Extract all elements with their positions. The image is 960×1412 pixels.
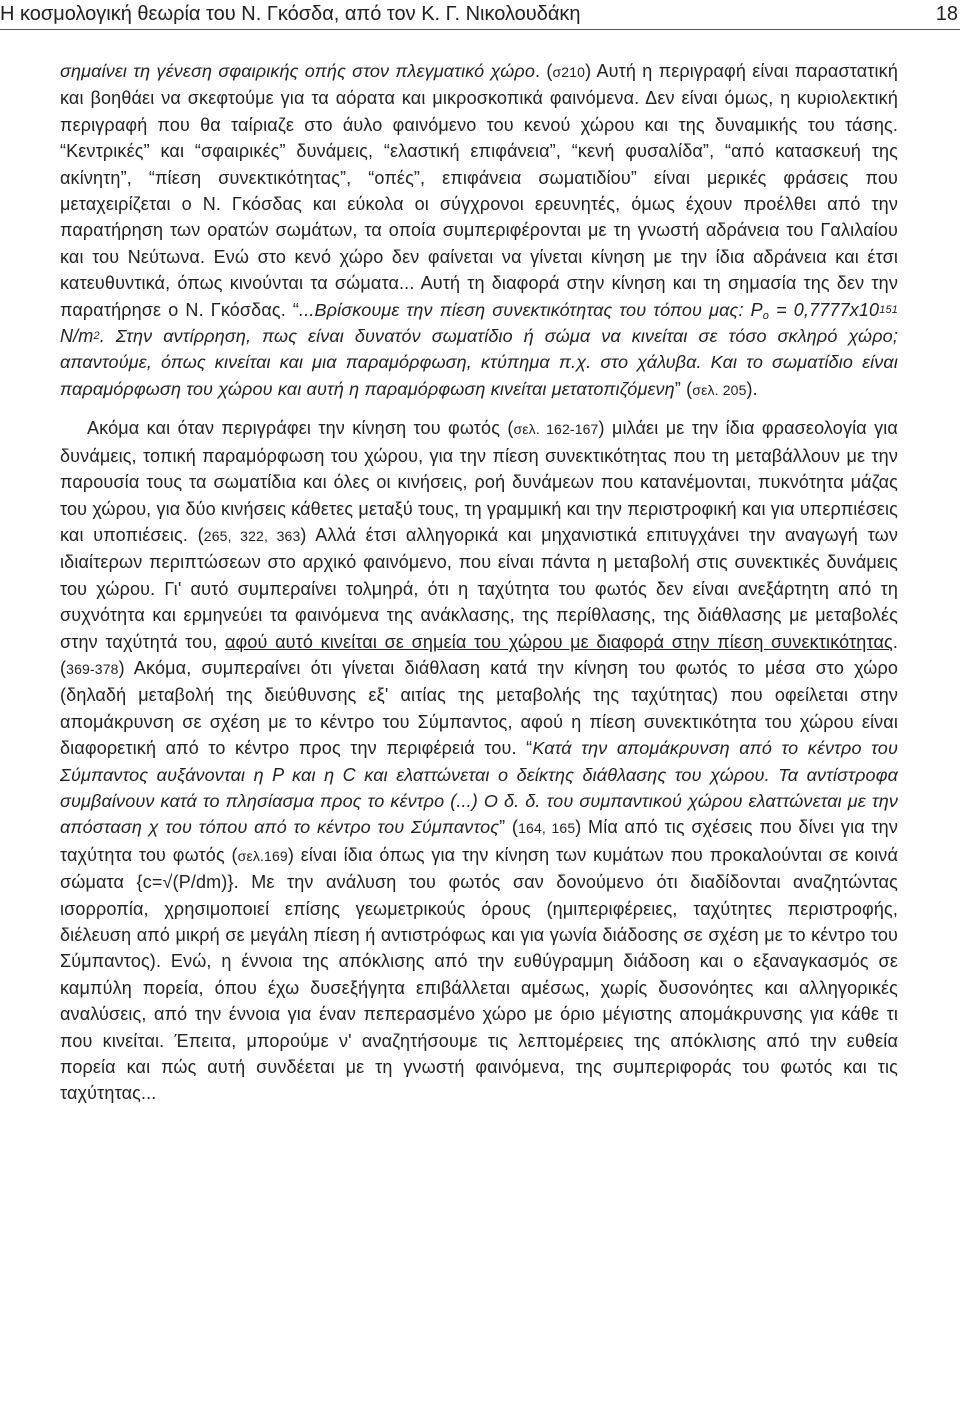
italic-quote: σημαίνει τη γένεση σφαιρικής οπής στον πλεγματικό χώρο (60, 61, 535, 81)
text-run: ” ( (674, 378, 693, 399)
subscript: o (762, 309, 770, 322)
quote-text: = 0,7777x10 (769, 299, 880, 320)
text-run: ) Αλλά έτσι αλληγορικά και μηχανιστικά επιτυγχάνει την αναγωγή των ιδιαίτερων περιπτώσεων στο αρχικό φαινόμενο, που είναι πάντα η μεταβολή στις συνεκτικές δυνάμεις του χώρου. Γι' αυτό συμπεραίνει τολμηρά, ότι η ταχύτητα του φωτός δεν είναι ανεξάρτητη από τη συχνότητα και ερμηνεύει τα φαινόμενα της ανάκλασης, της περίθλασης, της διάθλασης με μεταβολές στην ταχύτητά του, (60, 524, 898, 652)
page-reference: σ210 (552, 64, 586, 80)
paragraph-1 (60, 58, 898, 403)
page-reference: 369-378 (66, 660, 119, 677)
header-rule (0, 29, 960, 30)
page-header (0, 0, 960, 30)
superscript: 2 (93, 330, 100, 343)
text-run: . ( (535, 61, 553, 81)
italic-quote: Κατά την απομάκρυνση από το κέντρο του Σύμπαντος αυξάνονται η P και η C και ελαττώνεται ο δείκτης διάθλασης του χώρου. Τα αντίστροφα συμβαίνουν κατά το πλησίασμα προς το κέντρο (...) Ο δ. δ. του συμπαντικού χώρου ελαττώνεται με την απόσταση χ του τόπου από το κέντρο του Σύμπαντος (60, 738, 898, 838)
text-run: ) μιλάει με την ίδια φρασεολογία για δυνάμεις, τοπική παραμόρφωση του χώρου, για την πίεση συνεκτικότητας που τη μεταβάλλουν με την παρουσία τους τα σωματίδια και όλες οι κινήσεις, ροή δυνάμεων που κατανέμονται, πυκνότητα μάζας του χώρου, για δύο κινήσεις κάθετες μεταξύ τους, τη γραμμική και την περιστροφική και για υπερπιέσεις και υποπιέσεις. ( (60, 418, 898, 545)
text-run: Ακόμα και όταν περιγράφει την κίνηση του φωτός ( (87, 418, 514, 439)
quote-text: . Στην αντίρρηση, πως είναι δυνατόν σωματίδιο ή σώμα να κινείται σε τόσο σκληρό χώρο; απαντούμε, όπως κινείται και μια παραμόρφωση, κτύπημα π.χ. στο χάλυβα. Και το σωματίδιο είναι παραμόρφωση του χώρου και αυτή η παραμόρφωση κινείται μετατοπιζόμενη (60, 326, 898, 399)
page-reference: 265, 322, 363 (203, 527, 301, 544)
text-run: ) Μία από τις σχέσεις που δίνει για την ταχύτητα του φωτός ( (60, 817, 898, 865)
paragraph-2 (60, 415, 898, 1107)
quote-text: ...Βρίσκουμε την πίεση συνεκτικότητας του τόπου μας: P (299, 299, 763, 320)
text-run: ). (746, 378, 758, 399)
page-number: 18 (935, 3, 958, 25)
page-reference: σελ. 162-167 (513, 421, 599, 438)
superscript: 151 (879, 303, 899, 316)
running-title: Η κοσμολογική θεωρία του Ν. Γκόσδα, από τον Κ. Γ. Νικολουδάκη (0, 3, 581, 25)
text-run: . ( (60, 631, 898, 678)
underlined-text: αφού αυτό κινείται σε σημεία του χώρου με διαφορά στην πίεση συνεκτικότητας (224, 631, 893, 652)
text-run: ) είναι ίδια όπως για την κίνηση των κυμάτων που προκαλούνται σε κοινά σώματα {c=√(P/dm)}. Με την ανάλυση του φωτός σαν δονούμενο ότι διαδίδονται αναζητώντας ισορροπία, χρησιμοποιεί επίσης γεωμετρικούς όρους (ημιπεριφέρειες, ταχύτητες περιστροφής, διέλευση από μικρή σε μεγάλη πίεση ή αντιστρόφως και για γωνία διάδοσης σε σχέση με το κέντρο του Σύμπαντος). Ενώ, η έννοια της απόκλισης από την ευθύγραμμη διάδοση και ο εξαναγκασμός σε καμπύλη πορεία, όπου έχω δυσεξήγητα επιβάλλεται αμέσως, χωρίς δυσονόητες και αλληγορικές αναλύσεις, από την έννοια για έναν πεπερασμένο χώρο με όριο μέγιστης απομάκρυνσης για κάθε τι που κινείται. Έπειτα, μπορούμε ν' αναζητήσουμε τις λεπτομέρειες της απόκλισης από την ευθεία πορεία και πώς αυτή συνδέεται με τη γνωστή φαινόμενα, της συμπεριφοράς του φωτός και τις ταχύτητας... (60, 844, 898, 1104)
document-body (60, 58, 898, 1107)
quote-text: N/m (60, 326, 94, 347)
text-run: ) Ακόμα, συμπεραίνει ότι γίνεται διάθλαση κατά την κίνηση του φωτός το μέσα στο χώρο (δηλαδή μεταβολή της διεύθυνσης εξ' αιτίας της μεταβολής της ταχύτητας) που οφείλεται στην απομάκρυνση σε σχέση με το κέντρο του Σύμπαντος, αφού η πίεση συνεκτικότητα του χώρου είναι διαφορετική από το κέντρο προς την περιφέρειά του. “ (60, 657, 898, 759)
page-reference: 164, 165 (518, 820, 576, 837)
text-run: ” ( (499, 817, 519, 838)
page-reference: σελ.169 (237, 847, 288, 864)
text-run: ) Αυτή η περιγραφή είναι παραστατική και βοηθάει να σκεφτούμε για τα αόρατα και μικροσκοπικά φαινόμενα. Δεν είναι όμως, η κυριολεκτική περιγραφή που θα ταίριαζε στο άυλο φαινόμενο του κενού χώρου και της δυναμικής του τάσης. “Κεντρικές” και “σφαιρικές” δυνάμεις, “ελαστική επιφάνεια”, “κενή φυσαλίδα”, “από κατασκευή της ακίνητη”, “πίεση συνεκτικότητας”, “οπές”, επιφάνεια σωματιδίου” είναι μερικές φράσεις που μεταχειρίζεται ο Ν. Γκόσδας και εύκολα οι σύγχρονοι ερευνητές, όμως έχουν προέλθει από την παρατήρηση των ορατών σωμάτων, τα οποία συμπεριφέρονται με τη γνωστή αδράνεια του Γαλιλαίου και του Νεύτωνα. Ενώ στο κενό χώρο δεν φαίνεται να γίνεται κίνηση με την ίδια αδράνεια και έτσι κατευθυντικά, όπως κινούνται τα σώματα... Αυτή τη διαφορά στην κίνηση και τη σημασία της δεν την παρατήρησε ο Ν. Γκόσδας. “ (60, 61, 898, 320)
page-reference: σελ. 205 (692, 381, 747, 398)
